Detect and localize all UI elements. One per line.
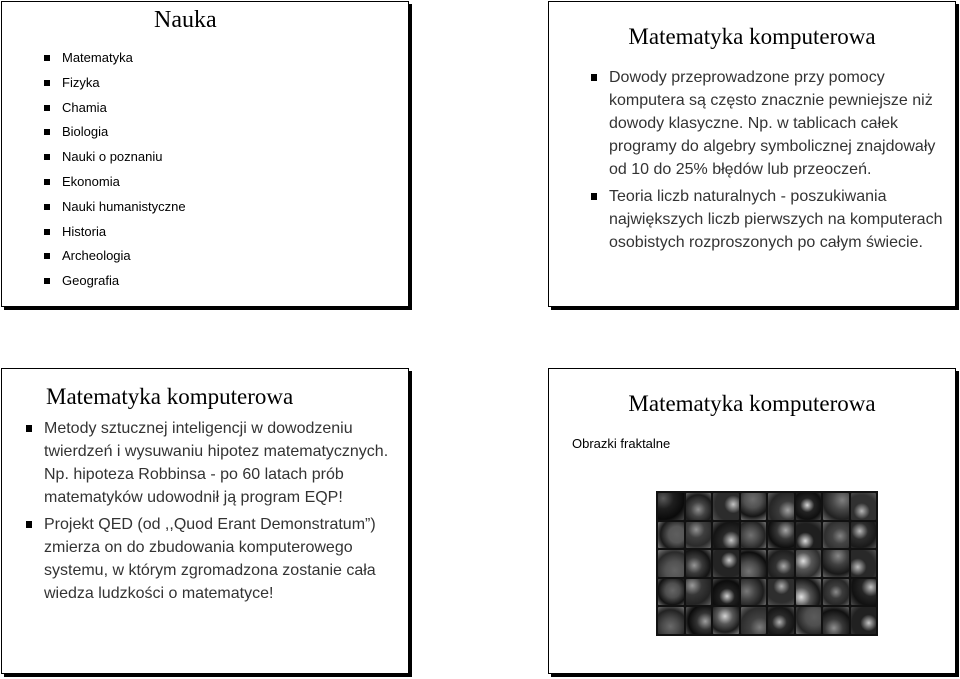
fractal-thumbnail [713,522,739,549]
list-item: Projekt QED (od ,,Quod Erant Demonstratum”) zmierza on do zbudowania komputerowego systemu, w którym zgromadzona zostanie cała wiedza ludzkości o matematyce! [26,513,406,605]
slide-subtitle: Obrazki fraktalne [572,436,671,451]
list-item: Nauki humanistyczne [44,195,186,220]
fractal-thumbnail [796,522,822,549]
fractal-thumbnail [658,522,684,549]
list-item: Metody sztucznej inteligencji w dowodzeniu twierdzeń i wysuwaniu hipotez matematycznych. Np. hipoteza Robbinsa - po 60 latach prób matematyków udowodnił ją program EQP! [26,417,406,509]
fractal-thumbnail [713,607,739,634]
fractal-thumbnail [768,550,794,577]
bullet-list [591,66,946,254]
science-list [44,46,186,294]
fractal-thumbnail [658,550,684,577]
list-item: Biologia [44,120,186,145]
slide-fractals [548,368,956,674]
bullet-square-icon [44,204,50,210]
fractal-thumbnail [713,579,739,606]
fractal-thumbnail [796,493,822,520]
fractal-thumbnail [686,550,712,577]
list-item: Matematyka [44,46,186,71]
fractal-thumbnail [851,522,877,549]
fractal-thumbnail [851,493,877,520]
bullet-square-icon [44,80,50,86]
fractal-thumbnail [741,607,767,634]
bullet-square-icon [44,105,50,111]
fractal-thumbnail [796,607,822,634]
fractal-thumbnail [796,579,822,606]
list-item: Archeologia [44,244,186,269]
fractal-images-grid [656,491,878,636]
bullet-square-icon [44,154,50,160]
bullet-square-icon [26,521,32,528]
fractal-thumbnail [741,550,767,577]
bullet-list [26,417,406,605]
slide-computer-math-1 [548,1,956,307]
fractal-thumbnail [768,579,794,606]
fractal-thumbnail [823,579,849,606]
fractal-thumbnail [713,550,739,577]
fractal-thumbnail [768,522,794,549]
bullet-square-icon [591,74,597,81]
fractal-thumbnail [823,607,849,634]
fractal-thumbnail [851,579,877,606]
bullet-square-icon [591,193,597,200]
fractal-thumbnail [768,493,794,520]
bullet-square-icon [44,278,50,284]
list-item: Ekonomia [44,170,186,195]
fractal-thumbnail [658,493,684,520]
fractal-thumbnail [741,579,767,606]
fractal-thumbnail [823,550,849,577]
fractal-thumbnail [851,550,877,577]
list-item: Geografia [44,269,186,294]
fractal-thumbnail [686,579,712,606]
list-item: Teoria liczb naturalnych - poszukiwania największych liczb pierwszych na komputerach osobistych rozproszonych po całym świecie. [591,185,946,254]
list-item: Chamia [44,96,186,121]
slide-title: Matematyka komputerowa [628,391,876,416]
slide-nauka [1,1,409,307]
fractal-thumbnail [741,522,767,549]
bullet-square-icon [44,129,50,135]
fractal-thumbnail [686,522,712,549]
fractal-thumbnail [686,607,712,634]
list-item: Historia [44,220,186,245]
list-item: Dowody przeprowadzone przy pomocy komputera są często znacznie pewniejsze niż dowody klasyczne. Np. w tablicach całek programy do algebry symbolicznej znajdowały od 10 do 25% błędów lub przeoczeń. [591,66,946,181]
fractal-thumbnail [658,607,684,634]
fractal-thumbnail [768,607,794,634]
fractal-thumbnail [686,493,712,520]
list-item: Fizyka [44,71,186,96]
list-item: Nauki o poznaniu [44,145,186,170]
fractal-thumbnail [796,550,822,577]
bullet-square-icon [44,253,50,259]
fractal-thumbnail [741,493,767,520]
fractal-thumbnail [713,493,739,520]
slide-title: Matematyka komputerowa [46,384,294,409]
fractal-thumbnail [823,493,849,520]
fractal-thumbnail [823,522,849,549]
slide-title: Matematyka komputerowa [628,24,876,49]
bullet-square-icon [44,179,50,185]
fractal-thumbnail [658,579,684,606]
slide-title: Nauka [154,7,217,33]
bullet-square-icon [44,229,50,235]
slide-computer-math-2 [1,368,409,674]
fractal-thumbnail [851,607,877,634]
bullet-square-icon [44,55,50,61]
bullet-square-icon [26,425,32,432]
